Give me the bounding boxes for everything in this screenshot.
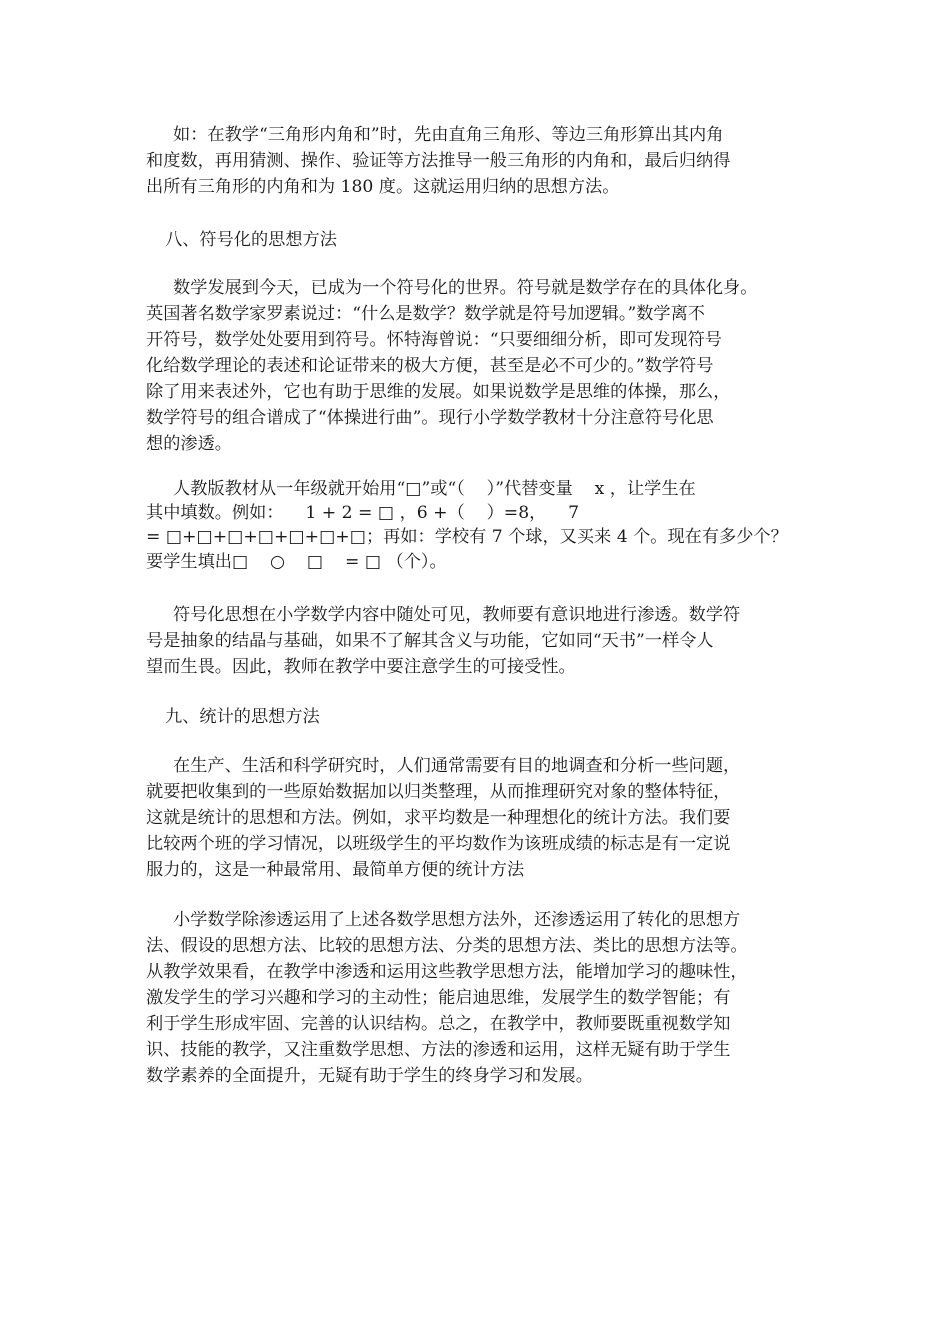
para-2-line-5: 除了用来表述外，它也有助于思维的发展。如果说数学是思维的体操，那么， [146,382,731,402]
para-5-line-5: 服力的，这是一种最常用、最简单方便的统计方法 [146,860,525,880]
para-5-line-3: 这就是统计的思想和方法。例如，求平均数是一种理想化的统计方法。我们要 [146,808,731,828]
para-6-line-5: 利于学生形成牢固、完善的认识结构。总之，在教学中，教师要既重视数学知 [146,1014,731,1034]
para-6-line-6: 识、技能的教学，又注重数学思想、方法的渗透和运用，这样无疑有助于学生 [146,1040,731,1060]
para-5-line-2: 就要把收集到的一些原始数据加以归类整理，从而推理研究对象的整体特征， [146,782,731,802]
para-3-line-3: = □+□+□+□+□+□+□；再如：学校有 7 个球，又买来 4 个。现在有多少个？ [146,527,788,547]
para-2-line-7: 想的渗透。 [146,434,232,454]
section-heading-9: 九、统计的思想方法 [165,707,320,727]
para-6-line-3: 从教学效果看，在教学中渗透和运用这些教学思想方法，能增加学习的趣味性， [146,962,748,982]
para-3-line-1: 人教版教材从一年级就开始用“□”或“（ ）”代替变量 x ，让学生在 [173,479,696,499]
para-2-line-6: 数学符号的组合谱成了“体操进行曲”。现行小学数学教材十分注意符号化思 [146,408,714,428]
para-1-line-1: 如：在教学“三角形内角和”时，先由直角三角形、等边三角形算出其内角 [173,125,724,145]
para-3-line-4: 要学生填出□ ○ □ = □ （个）。 [146,552,447,572]
para-5-line-1: 在生产、生活和科学研究时，人们通常需要有目的地调查和分析一些问题， [173,756,741,776]
para-6-line-4: 激发学生的学习兴趣和学习的主动性；能启迪思维，发展学生的数学智能；有 [146,988,731,1008]
para-6-line-2: 法、假设的思想方法、比较的思想方法、分类的思想方法、类比的思想方法等。 [146,936,748,956]
para-6-line-7: 数学素养的全面提升，无疑有助于学生的终身学习和发展。 [146,1066,593,1086]
para-4-line-2: 号是抽象的结晶与基础，如果不了解其含义与功能，它如同“天书”一样令人 [146,631,714,651]
para-6-line-1: 小学数学除渗透运用了上述各数学思想方法外，还渗透运用了转化的思想方 [173,910,741,930]
para-1-line-2: 和度数，再用猜测、操作、验证等方法推导一般三角形的内角和，最后归纳得 [146,151,731,171]
para-2-line-4: 化给数学理论的表述和论证带来的极大方便，甚至是必不可少的。”数学符号 [146,356,714,376]
para-1-line-3: 出所有三角形的内角和为 180 度。这就运用归纳的思想方法。 [146,177,620,197]
para-3-line-2: 其中填数。例如： 1 + 2 = □ ，6 +（ ）=8， 7 [146,503,580,523]
para-4-line-1: 符号化思想在小学数学内容中随处可见，教师要有意识地进行渗透。数学符 [173,605,741,625]
para-2-line-3: 开符号，数学处处要用到符号。怀特海曾说：“只要细细分析，即可发现符号 [146,330,722,350]
section-heading-8: 八、符号化的思想方法 [165,230,337,250]
para-4-line-3: 望而生畏。因此，教师在教学中要注意学生的可接受性。 [146,657,576,677]
para-2-line-1: 数学发展到今天，已成为一个符号化的世界。符号就是数学存在的具体化身。 [173,278,758,298]
para-2-line-2: 英国著名数学家罗素说过：“什么是数学？数学就是符号加逻辑。”数学离不 [146,304,705,324]
para-5-line-4: 比较两个班的学习情况，以班级学生的平均数作为该班成绩的标志是有一定说 [146,834,731,854]
